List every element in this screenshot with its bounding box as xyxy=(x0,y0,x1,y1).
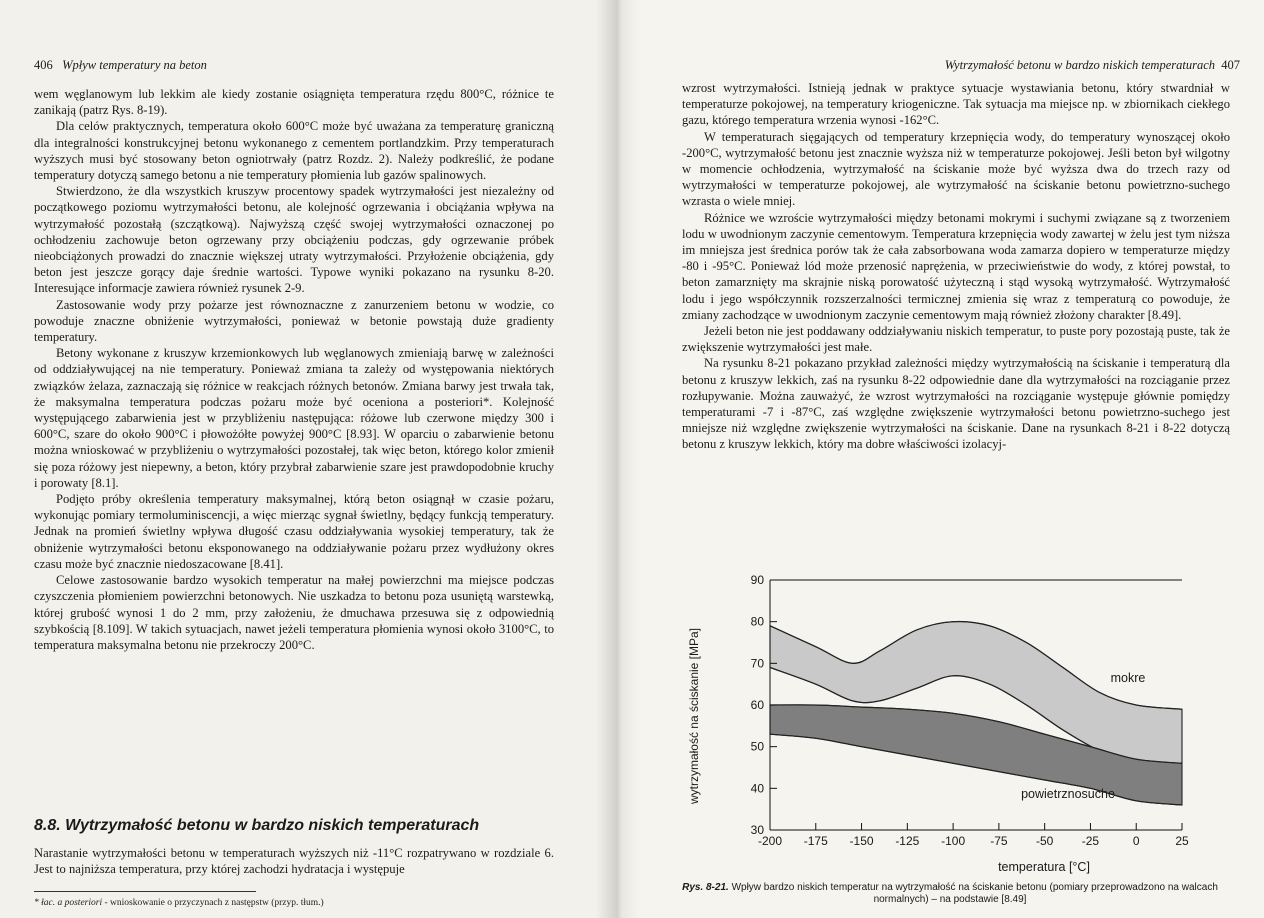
left-paragraph-7: Celowe zastosowanie bardzo wysokich temperatur na małej powierzchni ma miejsce podczas czyszczenia płomieniem powierzchni betonowych. Nie uszkadza to betonu poza usuniętą warstewką, której grubość wynosi 1 do 2 mm, przy założeniu, że dmuchawa przesuwa się z odpowiednią szybkością [8.109]. W takich sytuacjach, nawet jeżeli temperatura płomienia wynosi około 3100°C, to temperatura maksymalna betonu nie przekroczy 200°C. xyxy=(34,573,554,652)
caption-text: Wpływ bardzo niskich temperatur na wytrzymałość na ściskanie betonu (pomiary przeprowadzono na walcach normalnych) – na podstawie [8.49] xyxy=(728,882,1218,905)
y-tick-label: 60 xyxy=(750,698,764,712)
y-tick-label: 90 xyxy=(750,573,764,587)
x-tick-label: -100 xyxy=(941,834,966,848)
left-paragraph-5: Betony wykonane z kruszyw krzemionkowych lub węglanowych zmieniają barwę w zależności od oddziaływującej na nie temperatury. Ponieważ zmiana ta zależy od występowania niektórych związków żelaza, zaznaczają się różnice w reakcjach różnych betonów. Zmiana barwy jest trwała tak, że maksymalna temperatura podczas pożaru może być oceniona a posteriori*. Kolejność występującego zabarwienia jest w przybliżeniu następująca: różowe lub czerwone między 300 i 600°C, szare do około 900°C i płowożółte powyżej 900°C [8.93]. W oparciu o zabarwienie betonu można wnioskować w przybliżeniu o wytrzymałości pozostałej, tak więc beton, którego kolor zmienił się poza różowy jest niepewny, a beton, który przybrał zabarwienie szare jest prawdopodobnie kruchy i porowaty [8.1]. xyxy=(34,346,554,490)
figure-caption xyxy=(676,882,1224,906)
right-paragraph-1: wzrost wytrzymałości. Istnieją jednak w praktyce sytuacje wystawiania betonu, który stwardniał w temperaturze pokojowej, na temperatury kriogeniczne. Tak sytuacja ma miejsce np. w zbiornikach ciekłego gazu, którego temperatura wrzenia wynosi -162°C. xyxy=(682,81,1230,128)
x-tick-label: -200 xyxy=(757,834,783,848)
y-tick-label: 70 xyxy=(750,656,764,671)
left-paragraph-4: Zastosowanie wody przy pożarze jest równoznaczne z zanurzeniem betonu w wodzie, co powoduje znaczne obniżenie wytrzymałości, ponieważ w betonie powstają duże gradienty temperatury. xyxy=(34,297,554,345)
series-label-mokre: mokre xyxy=(1110,671,1146,685)
x-tick-label: -150 xyxy=(849,834,874,848)
y-tick-label: 80 xyxy=(750,614,764,629)
right-body-text xyxy=(682,80,1230,453)
right-paragraph-2: W temperaturach sięgających od temperatury krzepnięcia wody, do temperatury wynoszącej około -200°C, wytrzymałość betonu jest znacznie wyższa niż w temperaturze pokojowej. Jeśli beton był wilgotny w momencie ochłodzenia, wytrzymałość na ściskanie może być wyższa dwa do trzech razy od wytrzymałości w temperaturze pokojowej, ale wytrzymałość na ściskanie betonu powietrzno-suchego wzrasta o wiele mniej. xyxy=(682,129,1230,209)
right-running-head xyxy=(945,58,1240,73)
x-tick-label: -50 xyxy=(1035,834,1054,848)
x-axis-label: temperatura [°C] xyxy=(998,860,1090,874)
footnote-term: * łac. a posteriori xyxy=(34,898,103,908)
strength-temperature-chart xyxy=(672,568,1232,878)
series-label-powietrznosuche: powietrznosuche xyxy=(1021,787,1115,801)
section-heading: 8.8. Wytrzymałość betonu w bardzo niskich temperaturach xyxy=(34,817,480,834)
left-paragraph-3: Stwierdzono, że dla wszystkich kruszyw procentowy spadek wytrzymałości jest niezależny od początkowego poziomu wytrzymałości betonu, ale kolejność ogrzewania i obciążania wpływa na wytrzymałość pozostałą (szczątkową). Najwyższą część swojej wytrzymałości oznaczonej po ochłodzeniu zachowuje beton ogrzewany przy obciążeniu podczas, gdy ogrzewanie próbek nieobciążonych prowadzi do znacznie większej utraty wytrzymałości. Przyłożenie obciążenia, gdy beton jest jeszcze gorący daje średnie wartości. Typowe wyniki pokazano na rysunku 8-20. Interesujące informacje zawiera również rysunek 2-9. xyxy=(34,184,554,296)
left-running-head xyxy=(34,58,207,73)
y-axis-label: wytrzymałość na ściskanie [MPa] xyxy=(687,627,701,805)
left-running-title: Wpływ temperatury na beton xyxy=(62,58,207,72)
x-tick-label: -75 xyxy=(990,834,1008,848)
right-running-title: Wytrzymałość betonu w bardzo niskich temperaturach xyxy=(944,58,1215,72)
x-tick-label: 25 xyxy=(1175,834,1189,848)
left-page xyxy=(0,0,618,918)
right-paragraph-5: Na rysunku 8-21 pokazano przykład zależności między wytrzymałością na ściskanie i temperaturą dla betonu z kruszyw lekkich, zaś na rysunku 8-22 odpowiednie dane dla wytrzymałości na rozciąganie przez rozłupywanie. Można zauważyć, że wzrost wytrzymałości na rozciąganie występuje głównie pomiędzy temperaturami -7 i -87°C, zaś względne zwiększenie wytrzymałości betonu powietrzno-suchego jest mniejsze niż względne zwiększenie wytrzymałości na ściskanie. Dane na rysunkach 8-21 i 8-22 dotyczą betonu z kruszyw lekkich, który ma dobre właściwości izolacyj- xyxy=(682,356,1230,452)
x-tick-label: 0 xyxy=(1132,834,1140,848)
right-page-number: 407 xyxy=(1221,58,1240,72)
x-tick-label: -175 xyxy=(803,834,828,848)
left-paragraph-6: Podjęto próby określenia temperatury maksymalnej, którą beton osiągnął w czasie pożaru, wykonując pomiary termoluminiscencji, a więc mierząc sygnał świetlny, będący funkcją temperatury. Jednak na promień świetlny wpływa długość czasu oddziaływania wysokiej temperatury, tak że obniżenie wytrzymałości betonu eksponowanego na oddziaływanie pożaru przez wydłużony okres czasu może być znacznie niedoszacowane [8.41]. xyxy=(34,492,554,571)
y-tick-label: 30 xyxy=(750,823,764,837)
plot-area xyxy=(770,622,1182,805)
footnote xyxy=(34,898,324,908)
x-tick-label: -25 xyxy=(1081,834,1100,848)
left-page-number: 406 xyxy=(34,58,53,72)
section-text xyxy=(34,845,554,877)
y-tick-label: 50 xyxy=(750,739,764,754)
footnote-rule xyxy=(34,891,256,892)
y-tick-label: 40 xyxy=(750,781,764,796)
left-paragraph-1: wem węglanowym lub lekkim ale kiedy zostanie osiągnięta temperatura rzędu 800°C, różnice te zanikają (patrz Rys. 8-19). xyxy=(34,87,554,118)
footnote-text: - wnioskowanie o przyczynach z następstw (przyp. tłum.) xyxy=(102,898,324,908)
right-paragraph-3: Różnice we wzroście wytrzymałości między betonami mokrymi i suchymi związane są z tworzeniem lodu w uwodnionym zaczynie cementowym. Temperatura krzepnięcia wody zawartej w żelu jest tym niższa im mniejsza jest średnica porów tak że cała zabsorbowana woda zamarza dopiero w temperaturze między -80 i -95°C. Ponieważ lód może przenosić naprężenia, w przeciwieństwie do wody, z której powstał, to beton zamarznięty ma skrajnie niską porowatość użyteczną i stąd wysoką wytrzymałość. Wytrzymałość lodu i jego współczynnik rozszerzalności termicznej zmienia się wraz z temperaturą co powoduje, że zmiany zachodzące w uwodnionym zaczynie cementowym mają również złożony charakter [8.49]. xyxy=(682,210,1230,322)
caption-label: Rys. 8-21. xyxy=(682,882,729,893)
right-page xyxy=(618,0,1264,918)
left-paragraph-2: Dla celów praktycznych, temperatura około 600°C może być uważana za temperaturę graniczną dla integralności konstrukcyjnej betonu wykonanego z cementem portlandzkim. Przy temperaturach wyższych musi być stosowany beton ogniotrwały (patrz Rozdz. 2). Należy podkreślić, że podane temperatury dotyczą samego betonu a nie temperatury płomienia lub gazów spalinowych. xyxy=(34,119,554,183)
left-body-text xyxy=(34,86,554,653)
section-paragraph: Narastanie wytrzymałości betonu w temperaturach wyższych niż -11°C rozpatrywano w rozdziale 6. Jest to najniższa temperatura, przy której zachodzi hydratacja i występuje xyxy=(34,846,554,877)
x-tick-label: -125 xyxy=(895,834,920,848)
right-paragraph-4: Jeżeli beton nie jest poddawany oddziaływaniu niskich temperatur, to puste pory pozostają puste, tak że zwiększenie wytrzymałości jest małe. xyxy=(682,324,1230,355)
